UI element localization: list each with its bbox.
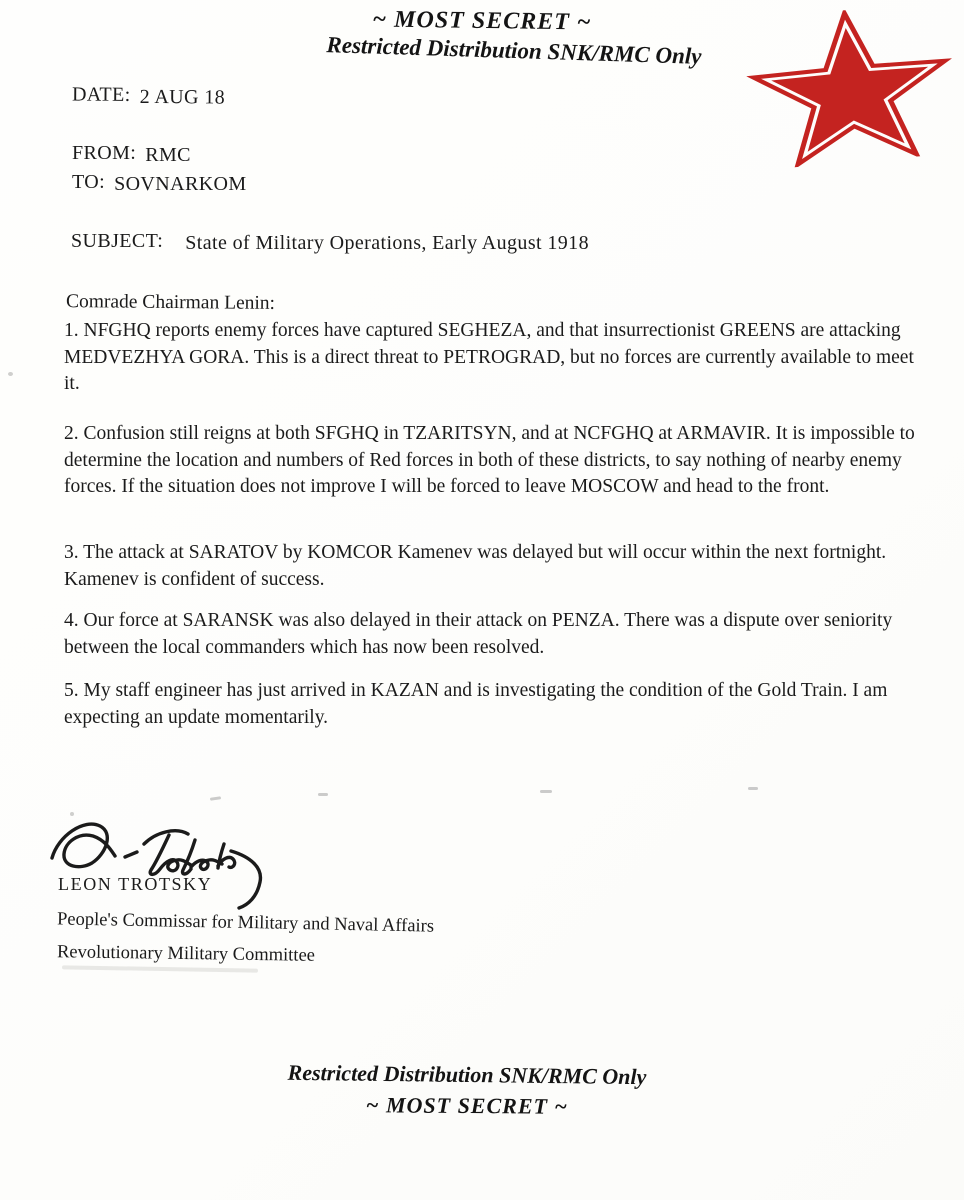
from-value: RMC bbox=[145, 144, 191, 166]
subject-label: SUBJECT: bbox=[71, 230, 164, 252]
scan-artifact bbox=[318, 793, 328, 796]
scan-artifact bbox=[748, 787, 758, 790]
footer-classification: ~ MOST SECRET ~ bbox=[365, 1092, 569, 1119]
subject-line bbox=[71, 230, 589, 253]
signature-handwriting bbox=[48, 806, 268, 915]
to-line bbox=[72, 171, 247, 194]
signatory-organization: Revolutionary Military Committee bbox=[56, 942, 316, 966]
header-classification: ~ MOST SECRET ~ bbox=[372, 6, 592, 36]
from-line bbox=[72, 142, 191, 165]
to-label: TO: bbox=[72, 171, 106, 193]
date-value: 2 AUG 18 bbox=[139, 85, 226, 109]
scan-artifact bbox=[8, 372, 13, 376]
paragraph-5: 5. My staff engineer has just arrived in KAZAN and is investigating the condition of the Gold Train. I am expecting an update momentarily. bbox=[64, 680, 888, 728]
signatory-title: People's Commissar for Military and Naval Affairs bbox=[56, 909, 435, 937]
paragraph-4: 4. Our force at SARANSK was also delayed in their attack on PENZA. There was a dispute over seniority between the local commanders which has now been resolved. bbox=[64, 610, 893, 658]
signatory-name: LEON TROTSKY bbox=[58, 874, 213, 894]
paragraph-1: 1. NFGHQ reports enemy forces have captured SEGHEZA, and that insurrectionist GREENS are attacking MEDVEZHYA GORA. This is a direct threat to PETROGRAD, but no forces are currently available to meet it. bbox=[64, 320, 914, 395]
red-star-icon bbox=[742, 1, 961, 175]
paragraph-3: 3. The attack at SARATOV by KOMCOR Kamenev was delayed but will occur within the next fortnight. Kamenev is confident of success. bbox=[64, 542, 887, 590]
scan-artifact bbox=[540, 790, 552, 793]
scan-artifact bbox=[210, 796, 221, 801]
salutation: Comrade Chairman Lenin: bbox=[65, 291, 276, 314]
to-value: SOVNARKOM bbox=[114, 173, 247, 195]
from-label: FROM: bbox=[72, 142, 137, 164]
footer-distribution: Restricted Distribution SNK/RMC Only bbox=[287, 1059, 647, 1090]
header-distribution: Restricted Distribution SNK/RMC Only bbox=[326, 32, 702, 69]
subject-value: State of Military Operations, Early August 1918 bbox=[185, 232, 589, 254]
scan-artifact bbox=[62, 965, 258, 972]
date-label: DATE: bbox=[71, 83, 131, 106]
date-line bbox=[72, 83, 225, 107]
paragraph-2: 2. Confusion still reigns at both SFGHQ in TZARITSYN, and at NCFGHQ at ARMAVIR. It is impossible to determine the location and numbers of Red forces in both of these districts, to say nothing of nearby enemy forces. If the situation does not improve I will be forced to leave MOSCOW and head to the front. bbox=[64, 423, 915, 498]
